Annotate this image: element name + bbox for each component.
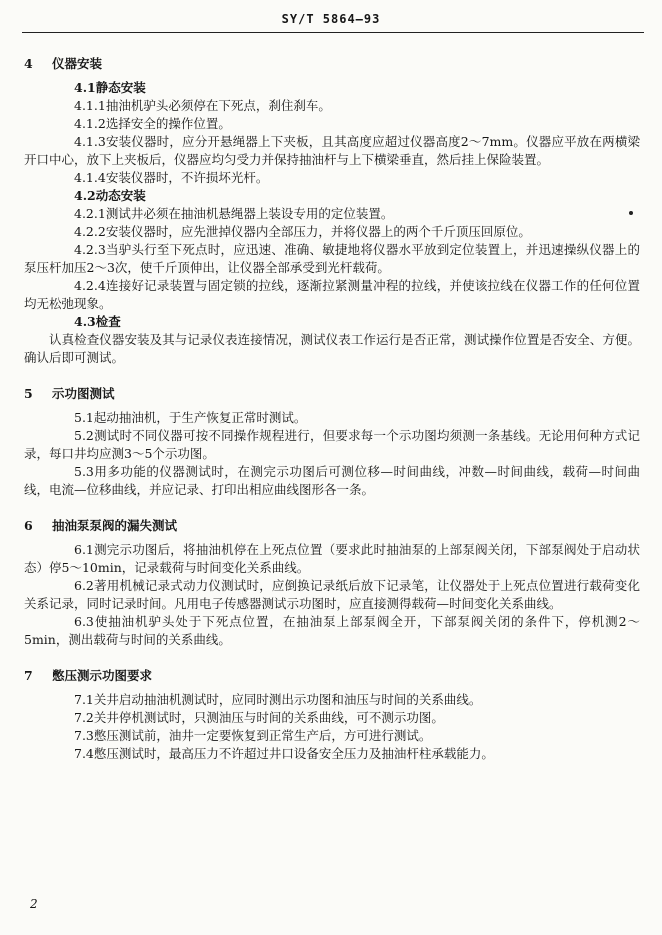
clause-item <box>24 241 640 277</box>
section-number: 4.1.3 <box>74 134 106 149</box>
section-number: 7.2 <box>74 710 94 725</box>
clause-text: 测试井必须在抽油机悬绳器上装设专用的定位装置。 <box>105 206 394 221</box>
section-number: 4.2 <box>74 188 96 203</box>
clause-item <box>24 745 640 763</box>
subsection-title: 静态安装 <box>95 80 146 95</box>
clause-item <box>24 577 640 613</box>
section-heading <box>24 667 640 685</box>
clause-item <box>24 613 640 649</box>
section-number: 4.2.2 <box>74 224 106 239</box>
clause-item <box>24 463 640 499</box>
section-number: 4.2.3 <box>74 242 106 257</box>
subsection-heading <box>24 187 640 205</box>
clause-text: 起动抽油机，于生产恢复正常时测试。 <box>93 410 307 425</box>
section-number: 6.2 <box>74 578 94 593</box>
subsection-heading <box>24 79 640 97</box>
clause-text: 安装仪器时，应分开悬绳器上下夹板，且其高度应超过仪器高度2～7mm。仪器应平放在两横梁开口中心，放下上夹板后，仪器应均匀受力并保持抽油杆与上下横梁垂直，然后挂上保险装置。 <box>24 134 640 167</box>
section-heading <box>24 517 640 535</box>
section-title: 示功图测试 <box>52 386 115 401</box>
clause-item <box>24 409 640 427</box>
clause-text: 测完示功图后，将抽油机停在上死点位置（要求此时抽油泵的上部泵阀关闭，下部泵阀处于启动状态）停5～10min，记录载荷与时间变化关系曲线。 <box>24 542 640 575</box>
section-heading <box>24 55 640 73</box>
clause-item <box>24 97 640 115</box>
clause-item <box>24 115 640 133</box>
clause-text: 憋压测试前，油井一定要恢复到正常生产后，方可进行测试。 <box>93 728 432 743</box>
document-body <box>24 55 640 763</box>
section-number: 4 <box>24 56 33 71</box>
clause-text: 关井启动抽油机测试时，应同时测出示功图和油压与时间的关系曲线。 <box>93 692 482 707</box>
section-title: 憋压测示功图要求 <box>52 668 153 683</box>
page-number: 2 <box>30 897 38 911</box>
section-number: 4.2.4 <box>74 278 106 293</box>
section-number: 4.2.1 <box>74 206 106 221</box>
margin-dot <box>629 211 633 215</box>
section-number: 5.1 <box>74 410 94 425</box>
clause-text: 安装仪器时，应先泄掉仪器内全部压力，并将仪器上的两个千斤顶压回原位。 <box>105 224 531 239</box>
section-number: 4.1 <box>74 80 96 95</box>
section-number: 4.1.4 <box>74 170 106 185</box>
subsection-title: 动态安装 <box>95 188 146 203</box>
clause-text: 测试时不同仪器可按不同操作规程进行，但要求每一个示功图均须测一条基线。无论用何种方式记录，每口井均应测3～5个示功图。 <box>24 428 640 461</box>
section-number: 5 <box>24 386 33 401</box>
clause-text: 当驴头行至下死点时，应迅速、准确、敏捷地将仪器水平放到定位装置上，并迅速操纵仪器上的泵压杆加压2～3次，使千斤顶伸出，让仪器全部承受到光杆载荷。 <box>24 242 640 275</box>
section-number: 7.3 <box>74 728 94 743</box>
section-number: 4.3 <box>74 314 96 329</box>
clause-text: 关井停机测试时，只测油压与时间的关系曲线，可不测示功图。 <box>93 710 444 725</box>
section-number: 5.2 <box>74 428 94 443</box>
subsection-heading <box>24 313 640 331</box>
clause-item <box>24 427 640 463</box>
clause-item <box>24 691 640 709</box>
clause-item <box>24 133 640 169</box>
subsection-title: 检查 <box>95 314 121 329</box>
clause-text: 抽油机驴头必须停在下死点，刹住刹车。 <box>105 98 331 113</box>
clause-item <box>24 223 640 241</box>
clause-text: 选择安全的操作位置。 <box>105 116 231 131</box>
section-number: 4.1.2 <box>74 116 106 131</box>
section-title: 仪器安装 <box>52 56 103 71</box>
clause-text: 使抽油机驴头处于下死点位置，在抽油泵上部泵阀全开，下部泵阀关闭的条件下，停机测2～5min，测出载荷与时间的关系曲线。 <box>24 614 640 647</box>
section-number: 6.3 <box>74 614 94 629</box>
clause-text: 用多功能的仪器测试时，在测完示功图后可测位移—时间曲线，冲数—时间曲线，载荷—时间曲线，电流—位移曲线，并应记录、打印出相应曲线图形各一条。 <box>24 464 640 497</box>
clause-text: 著用机械记录式动力仪测试时，应倒换记录纸后放下记录笔，让仪器处于上死点位置进行载荷变化关系记录，同时记录时间。凡用电子传感器测试示功图时，应直接测得载荷—时间变化关系曲线。 <box>24 578 640 611</box>
clause-item <box>24 727 640 745</box>
section-number: 7.4 <box>74 746 94 761</box>
clause-text: 安装仪器时，不许损坏光杆。 <box>105 170 269 185</box>
clause-item <box>24 541 640 577</box>
clause-item <box>24 205 640 223</box>
section-number: 7.1 <box>74 692 94 707</box>
section-number: 5.3 <box>74 464 94 479</box>
section-number: 7 <box>24 668 33 683</box>
body-paragraph <box>24 331 640 367</box>
paragraph-text: 认真检查仪器安装及其与记录仪表连接情况，测试仪表工作运行是否正常，测试操作位置是否安全、方便。确认后即可测试。 <box>24 332 640 365</box>
clause-item <box>24 169 640 187</box>
standard-code-header: SY/T 5864—93 <box>281 12 381 26</box>
header-rule <box>22 32 644 33</box>
section-heading <box>24 385 640 403</box>
clause-text: 憋压测试时，最高压力不许超过井口设备安全压力及抽油杆柱承载能力。 <box>93 746 494 761</box>
clause-item <box>24 277 640 313</box>
section-number: 6 <box>24 518 33 533</box>
section-number: 6.1 <box>74 542 94 557</box>
section-number: 4.1.1 <box>74 98 106 113</box>
section-title: 抽油泵泵阀的漏失测试 <box>52 518 178 533</box>
clause-item <box>24 709 640 727</box>
clause-text: 连接好记录装置与固定锁的拉线，逐渐拉紧测量冲程的拉线，并使该拉线在仪器工作的任何位置均无松弛现象。 <box>24 278 640 311</box>
